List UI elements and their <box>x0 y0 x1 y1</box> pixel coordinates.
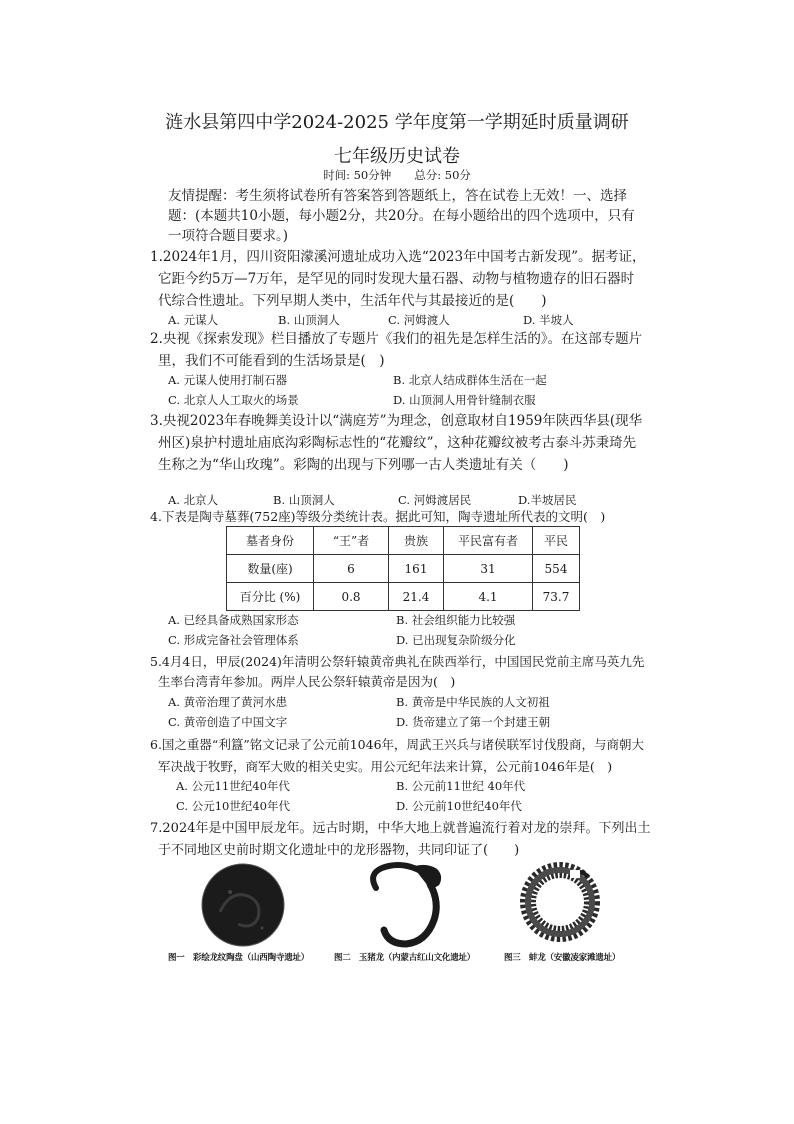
option-b: B. 黄帝是中华民族的人文初祖 <box>396 695 550 709</box>
option-a: A. 元谋人使用打制石器 <box>168 373 288 387</box>
table-cell: 百分比 (%) <box>227 583 314 611</box>
figure-3-caption: 图三 蚌龙（安徽凌家滩遗址） <box>504 953 621 963</box>
table-cell: 4.1 <box>444 583 533 611</box>
table-row <box>227 555 580 583</box>
table-header-cell: 墓者身份 <box>227 527 314 555</box>
option-c: C. 黄帝创造了中国文字 <box>168 715 288 729</box>
table-cell: 21.4 <box>389 583 444 611</box>
exam-title: 涟水县第四中学2024-2025 学年度第一学期延时质量调研 <box>165 112 629 133</box>
question-stem: 6.国之重器“利簋”铭文记录了公元前1046年，周武王兴兵与诸侯联军讨伐殷商，与商朝大军决战于牧野，商军大败的相关史实。用公元纪年法来计算，公元前1046年是( ) <box>150 737 645 774</box>
option-b: B. 公元前11世纪 40年代 <box>396 779 526 793</box>
question-6 <box>150 734 656 778</box>
table-header-cell: 平民 <box>533 527 580 555</box>
option-c: C. 河姆渡人 <box>388 313 450 327</box>
exam-subtitle: 七年级历史试卷 <box>334 146 460 167</box>
option-d: D. 山顶洞人用骨针缝制衣服 <box>393 393 536 407</box>
table-cell: 161 <box>389 555 444 583</box>
table-cell: 31 <box>444 555 533 583</box>
table-header-cell: “王”者 <box>314 527 389 555</box>
option-c: C. 公元10世纪40年代 <box>176 799 290 813</box>
option-d: D.半坡居民 <box>518 493 577 507</box>
option-d: D. 公元前10世纪40年代 <box>396 799 522 813</box>
option-c: C. 形成完备社会管理体系 <box>168 633 299 647</box>
figure-2-jade-dragon <box>362 858 450 952</box>
question-stem: 5.4月4日，甲辰(2024)年清明公祭轩辕黄帝典礼在陕西举行，中国国民党前主席马英九先生率台湾青年参加。两岸人民公祭轩辕黄帝是因为( ) <box>150 654 645 689</box>
question-4 <box>150 508 646 526</box>
table-cell: 554 <box>533 555 580 583</box>
figure-3-shell-dragon <box>518 860 602 944</box>
option-a: A. 黄帝治理了黄河水患 <box>168 695 288 709</box>
figure-1-dragon-plate <box>200 862 286 948</box>
table-header-cell: 贵族 <box>389 527 444 555</box>
table-header-cell: 平民富有者 <box>444 527 533 555</box>
question-stem: 3.央视2023年春晚舞美设计以“满庭芳”为理念，创意取材自1959年陕西华县(现华州区)泉护村遗址庙底沟彩陶标志性的“花瓣纹”，这种花瓣纹被考古泰斗苏秉琦先生称之为“华山玫瑰”。彩陶的出现与下列哪一古人类遗址有关（ ) <box>150 413 643 473</box>
option-c: C. 河姆渡居民 <box>398 493 472 507</box>
instructions: 友情提醒：考生须将试卷所有答案答到答题纸上，答在试卷上无效！一、选择题：(本题共10小题，每小题2分，共20分。在每小题给出的四个选项中，只有一项符合题目要求。) <box>168 188 635 244</box>
option-d: D. 半坡人 <box>523 313 574 327</box>
question-stem: 7.2024年是中国甲辰龙年。远古时期，中华大地上就普遍流行着对龙的崇拜。下列出土于不同地区史前时期文化遗址中的龙形器物，共同印证了( ) <box>150 821 651 858</box>
exam-time-score: 时间: 50分钟 总分: 50分 <box>323 168 471 182</box>
table-cell: 0.8 <box>314 583 389 611</box>
table-row <box>227 583 580 611</box>
option-b: B. 山顶洞人 <box>273 493 335 507</box>
question-stem: 2.央视《探索发现》栏目播放了专题片《我们的祖先是怎样生活的》。在这部专题片里，我们不可能看到的生活场景是( ) <box>150 331 643 369</box>
option-a: A. 北京人 <box>168 493 219 507</box>
question-7 <box>150 818 656 862</box>
question-1 <box>150 246 646 312</box>
option-a: A. 已经具备成熟国家形态 <box>168 613 299 627</box>
figure-2-caption: 图二 玉猪龙（内蒙古红山文化遗址） <box>334 953 476 963</box>
question-3 <box>150 410 646 476</box>
tomb-statistics-table <box>226 526 580 611</box>
question-stem: 1.2024年1月，四川资阳濛溪河遗址成功入选“2023年中国考古新发现”。据考证，它距今约5万—7万年，是罕见的同时发现大量石器、动物与植物遗存的旧石器时代综合性遗址。下列早期人类中，生活年代与其最接近的是( ) <box>150 249 646 309</box>
option-b: B. 山顶洞人 <box>278 313 340 327</box>
option-a: A. 元谋人 <box>168 313 219 327</box>
figure-1-caption: 图一 彩绘龙纹陶盘（山西陶寺遗址） <box>168 953 310 963</box>
option-b: B. 社会组织能力比较强 <box>396 613 516 627</box>
option-d: D. 货帝建立了第一个封建王朝 <box>396 715 551 729</box>
question-5 <box>150 652 646 692</box>
table-cell: 73.7 <box>533 583 580 611</box>
option-d: D. 已出现复杂阶级分化 <box>396 633 516 647</box>
question-stem: 4.下表是陶寺墓葬(752座)等级分类统计表。据此可知，陶寺遗址所代表的文明( ) <box>150 509 606 524</box>
table-cell: 数量(座) <box>227 555 314 583</box>
question-2 <box>150 328 646 372</box>
option-b: B. 北京人结成群体生活在一起 <box>393 373 547 387</box>
table-cell: 6 <box>314 555 389 583</box>
option-a: A. 公元11世纪40年代 <box>176 779 290 793</box>
option-c: C. 北京人人工取火的场景 <box>168 393 299 407</box>
table-header-row <box>227 527 580 555</box>
